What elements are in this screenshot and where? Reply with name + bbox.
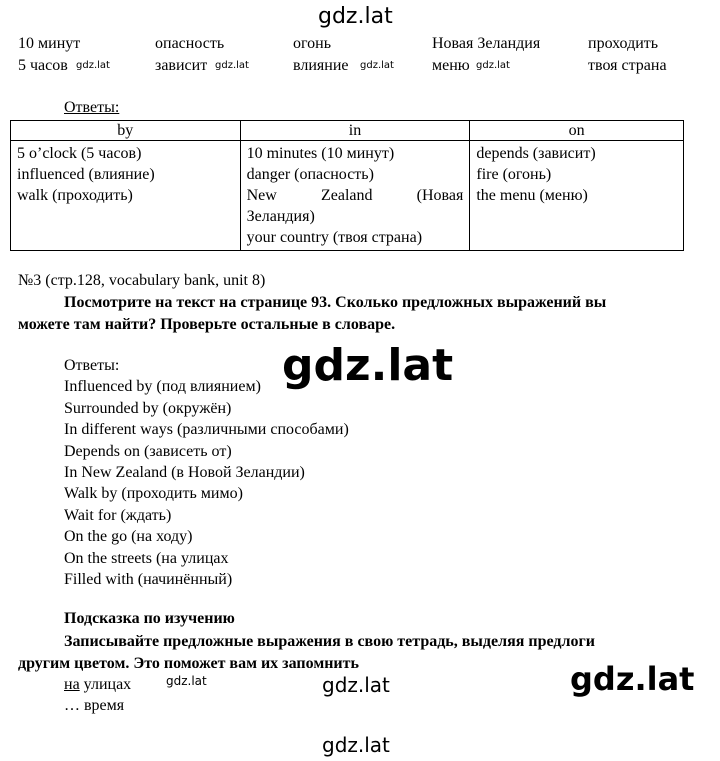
- word-5: проходить: [588, 35, 659, 52]
- list-item: Influenced by (под влиянием): [64, 378, 261, 396]
- list-item: Wait for (ждать): [64, 506, 172, 524]
- cell-word: New: [246, 187, 277, 204]
- watermark-small-4: gdz.lat: [476, 60, 510, 71]
- answers2-label: Ответы:: [64, 357, 120, 374]
- exercise-task-line2: можете там найти? Проверьте остальные в словаре.: [18, 316, 396, 333]
- watermark-right: gdz.lat: [570, 660, 695, 698]
- list-item: In New Zealand (в Новой Зеландии): [64, 464, 305, 482]
- hint-example-rest: улицах: [79, 676, 132, 693]
- cell-item-justified: [247, 185, 464, 206]
- cell-item: your country (твоя страна): [246, 229, 423, 246]
- cell-item: danger (опасность): [246, 166, 374, 183]
- word-10: твоя страна: [588, 57, 667, 74]
- header-in: in: [240, 121, 470, 141]
- answers-table: [10, 120, 684, 251]
- watermark-bottom: gdz.lat: [322, 733, 390, 757]
- list-item: Surrounded by (окружён): [64, 399, 232, 417]
- hint-line2: другим цветом. Это поможет вам их запомнить: [18, 655, 359, 672]
- cell-item: fire (огонь): [476, 166, 552, 183]
- cell-item: walk (проходить): [17, 187, 133, 204]
- word-1: 10 минут: [18, 35, 81, 52]
- hint-example-1: [64, 676, 131, 694]
- exercise-number: №3 (стр.128, vocabulary bank, unit 8): [18, 272, 266, 289]
- word-9: меню: [432, 57, 470, 74]
- cell-item: Зеландия): [246, 208, 315, 225]
- table-header-row: [11, 121, 684, 141]
- watermark-small-2: gdz.lat: [215, 60, 249, 71]
- word-4: Новая Зеландия: [432, 35, 541, 52]
- header-by: by: [11, 121, 241, 141]
- word-7: зависит: [155, 57, 208, 74]
- hint-line1: Записывайте предложные выражения в свою тетрадь, выделяя предлоги: [64, 633, 595, 650]
- cell-item: depends (зависит): [476, 145, 596, 162]
- word-8: влияние: [293, 57, 349, 74]
- list-item: In different ways (различными способами): [64, 421, 349, 439]
- list-item: On the go (на ходу): [64, 528, 193, 546]
- list-item: On the streets (на улицах: [64, 549, 229, 567]
- watermark-small-5: gdz.lat: [166, 674, 207, 688]
- cell-in: [240, 141, 470, 251]
- cell-by: [11, 141, 241, 251]
- cell-item: 5 o’clock (5 часов): [17, 145, 142, 162]
- cell-item: influenced (влияние): [17, 166, 155, 183]
- word-6: 5 часов: [18, 57, 68, 74]
- watermark-small-3: gdz.lat: [360, 60, 394, 71]
- header-on: on: [470, 121, 684, 141]
- watermark-small-1: gdz.lat: [76, 60, 110, 71]
- exercise-task-line1: Посмотрите на текст на странице 93. Сколько предложных выражений вы: [64, 294, 607, 311]
- word-3: огонь: [293, 35, 332, 52]
- answers-label: Ответы:: [64, 99, 120, 116]
- word-2: опасность: [155, 35, 225, 52]
- list-item: Walk by (проходить мимо): [64, 485, 243, 503]
- cell-word: (Новая: [416, 187, 464, 204]
- cell-item: the menu (меню): [476, 187, 588, 204]
- watermark-center: gdz.lat: [282, 340, 454, 391]
- cell-word: Zealand: [320, 187, 373, 204]
- list-item: Depends on (зависеть от): [64, 442, 232, 460]
- table-row: [11, 141, 684, 251]
- watermark-top: gdz.lat: [318, 4, 393, 29]
- cell-on: [470, 141, 684, 251]
- hint-title: Подсказка по изучению: [64, 610, 235, 627]
- hint-example-prep: на: [64, 676, 80, 693]
- list-item: Filled with (начинённый): [64, 571, 233, 589]
- hint-example-2: … время: [64, 697, 125, 714]
- watermark-mid: gdz.lat: [322, 673, 390, 697]
- cell-item: 10 minutes (10 минут): [246, 145, 395, 162]
